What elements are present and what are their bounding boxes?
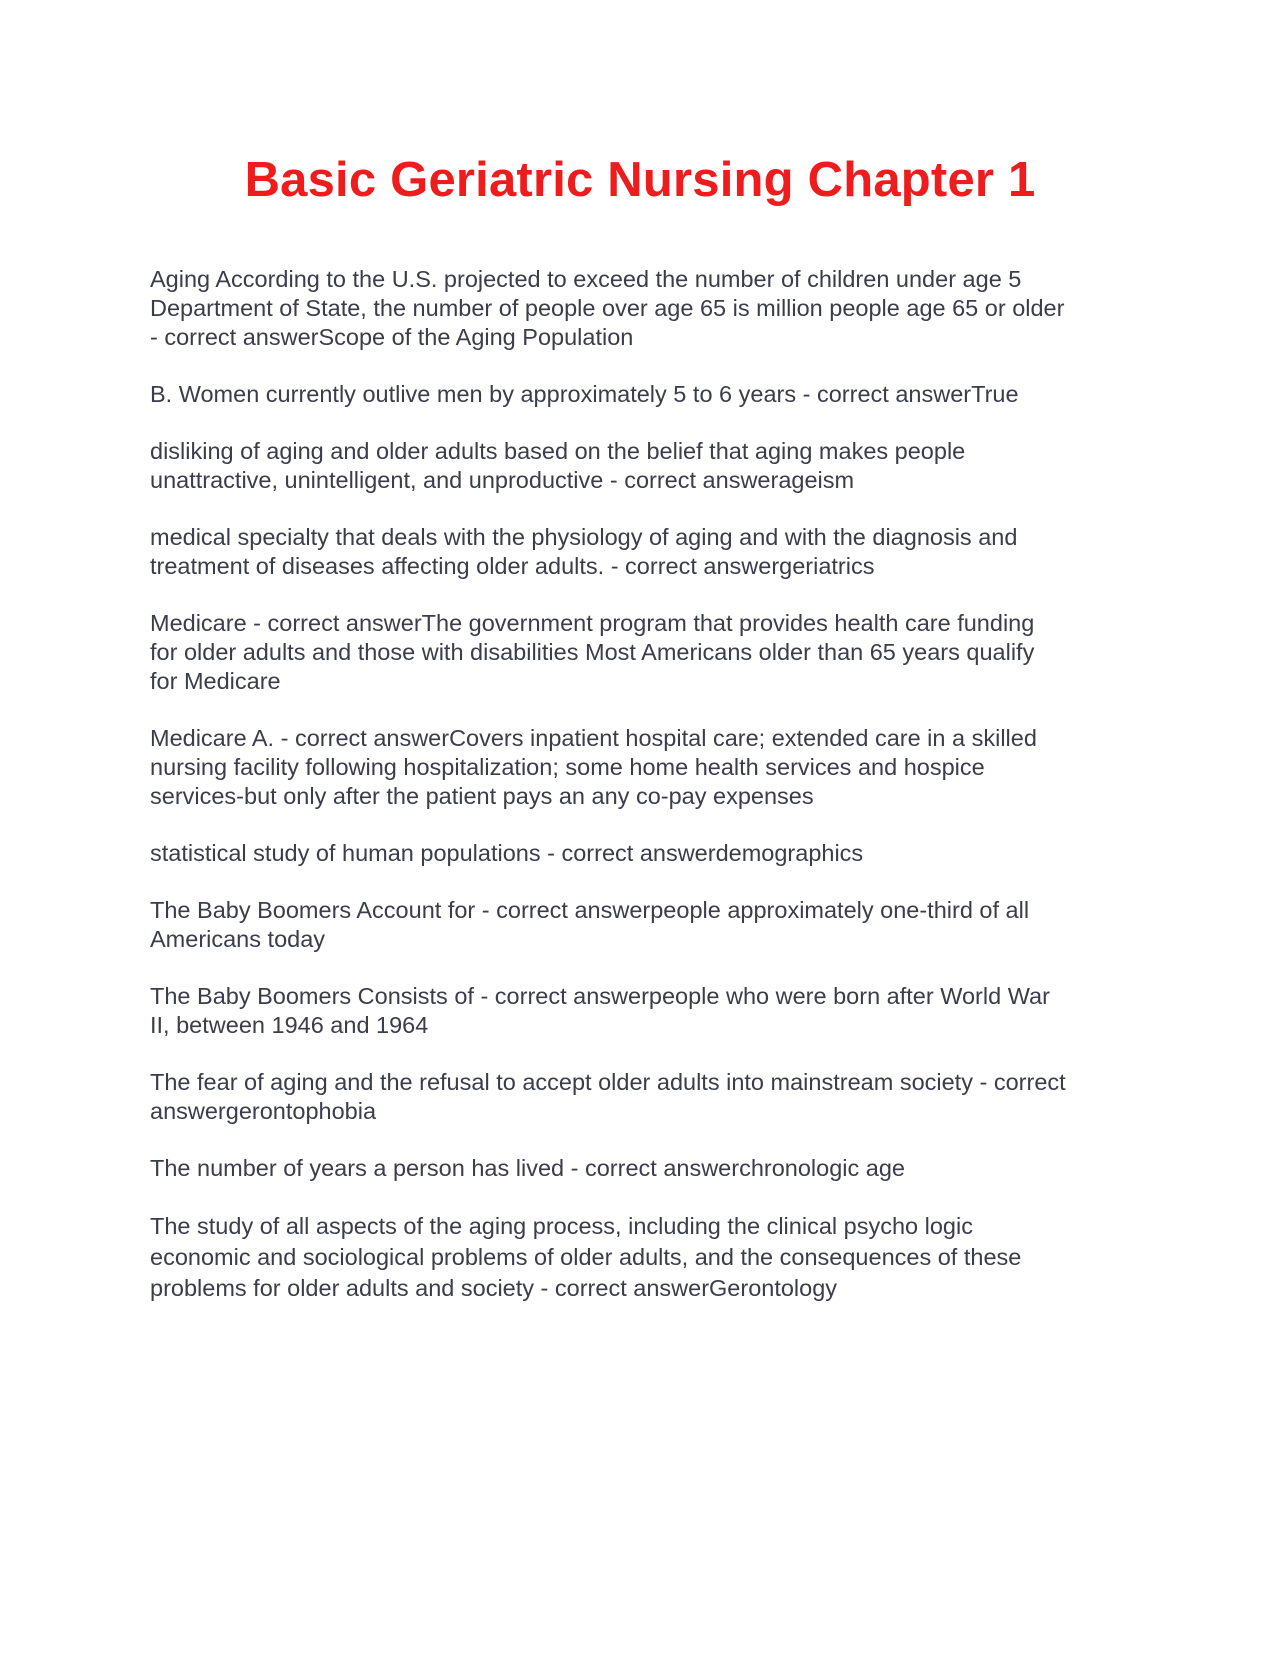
flashcard-entry-8: The Baby Boomers Account for - correct answerpeople approximately one-third of all Americans today	[150, 897, 1030, 952]
flashcard-entry-4: medical specialty that deals with the physiology of aging and with the diagnosis and treatment of diseases affecting older adults. - correct answergeriatrics	[150, 524, 1018, 579]
page-title: Basic Geriatric Nursing Chapter 1	[244, 153, 1036, 207]
flashcard-list	[150, 265, 1140, 1332]
flashcard-entry-11: The number of years a person has lived - correct answerchronologic age	[150, 1155, 905, 1181]
flashcard-entry-2: B. Women currently outlive men by approximately 5 to 6 years - correct answerTrue	[150, 381, 1019, 407]
flashcard-entry-3: disliking of aging and older adults based on the belief that aging makes people unattractive, unintelligent, and unproductive - correct answerageism	[150, 438, 966, 493]
flashcard-entry-12: The study of all aspects of the aging process, including the clinical psycho logic economic and sociological problems of older adults, and the consequences of these problems for older adults and society - correct answerGerontology	[150, 1213, 1022, 1301]
flashcard-entry-7: statistical study of human populations - correct answerdemographics	[150, 840, 864, 866]
flashcard-entry-5: Medicare - correct answerThe government program that provides health care funding for older adults and those with disabilities Most Americans older than 65 years qualify for Medicare	[150, 610, 1035, 694]
flashcard-entry-10: The fear of aging and the refusal to accept older adults into mainstream society - correct answergerontophobia	[150, 1069, 1066, 1124]
flashcard-entry-1: Aging According to the U.S. projected to exceed the number of children under age 5 Department of State, the number of people over age 65 is million people age 65 or older - correct answerScope of the Aging Population	[150, 266, 1065, 350]
flashcard-entry-6: Medicare A. - correct answerCovers inpatient hospital care; extended care in a skilled nursing facility following hospitalization; some home health services and hospice services-but only after the patient pays an any co-pay expenses	[150, 725, 1037, 809]
flashcard-entry-9: The Baby Boomers Consists of - correct answerpeople who were born after World War II, between 1946 and 1964	[150, 983, 1050, 1038]
